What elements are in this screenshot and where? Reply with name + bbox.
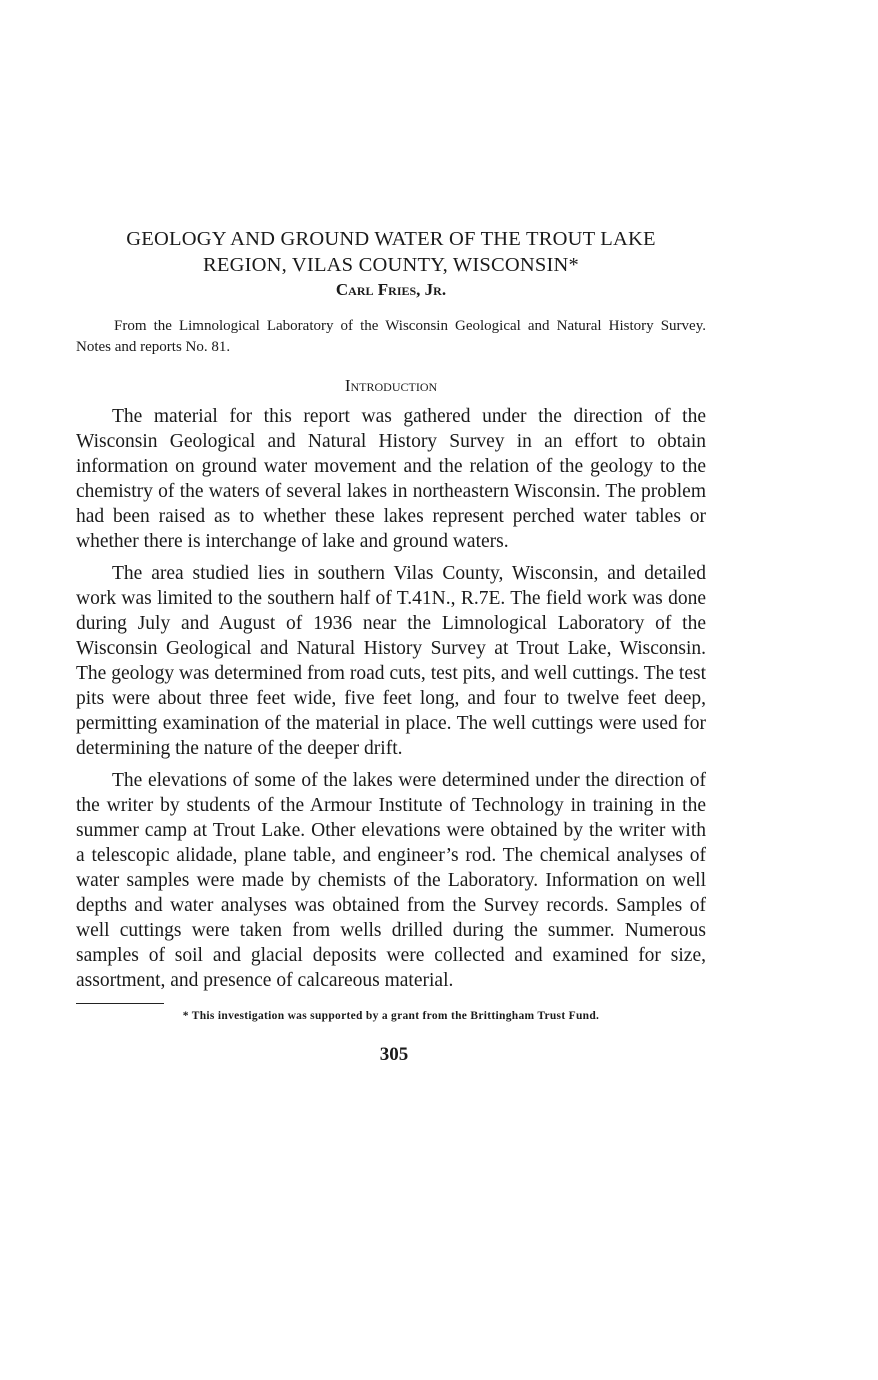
article-title <box>76 226 706 278</box>
footnote: * This investigation was supported by a grant from the Brittingham Trust Fund. <box>182 1010 600 1022</box>
title-line-2: REGION, VILAS COUNTY, WISCONSIN* <box>203 254 579 276</box>
author-name: Carl Fries, Jr. <box>335 280 447 299</box>
body-paragraph: The material for this report was gathered under the direction of the Wisconsin Geological and Natural History Survey in an effort to obtain information on ground water movement and the relation of the geology to the chemistry of the waters of several lakes in northeastern Wisconsin. The problem had been raised as to whether these lakes represent perched water tables or whether there is interchange of lake and ground waters. <box>76 406 706 552</box>
body-paragraph: The area studied lies in southern Vilas County, Wisconsin, and detailed work was limited to the southern half of T.41N., R.7E. The field work was done during July and August of 1936 near the Limnological Laboratory of the Wisconsin Geological and Natural History Survey at Trout Lake, Wisconsin. The geology was determined from road cuts, test pits, and well cuttings. The test pits were about three feet wide, five feet long, and four to twelve feet deep, permitting examination of the material in place. The well cuttings were used for determining the nature of the deeper drift. <box>76 563 706 759</box>
affiliation-note: From the Limnological Laboratory of the Wisconsin Geological and Natural History Survey. Notes and reports No. 81. <box>76 318 706 355</box>
body-paragraph: The elevations of some of the lakes were determined under the direction of the writer by students of the Armour Institute of Technology in training in the summer camp at Trout Lake. Other elevations were obtained by the writer with a telescopic alidade, plane table, and engineer’s rod. The chemical analyses of water samples were made by chemists of the Laboratory. Information on well depths and water analyses was obtained from the Survey records. Samples of well cuttings were taken from wells drilled during the summer. Numerous samples of soil and glacial deposits were collected and examined for size, assortment, and presence of calcareous material. <box>76 770 706 991</box>
page-number: 305 <box>379 1044 409 1065</box>
article-page <box>76 226 706 1066</box>
title-line-1: GEOLOGY AND GROUND WATER OF THE TROUT LAKE <box>126 228 656 250</box>
footnote-divider <box>76 1003 164 1004</box>
section-heading-introduction: Introduction <box>344 376 438 395</box>
